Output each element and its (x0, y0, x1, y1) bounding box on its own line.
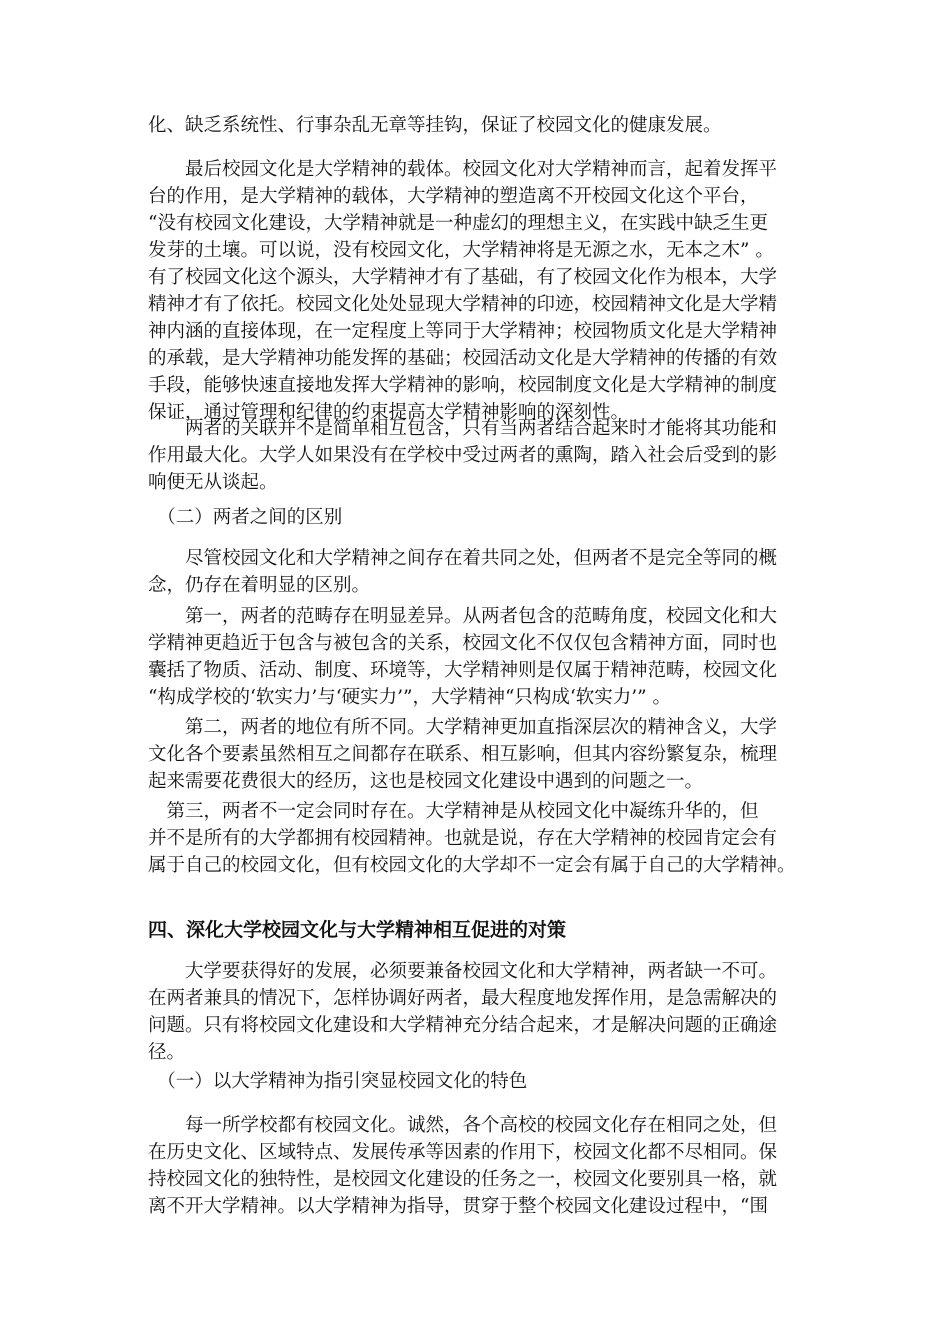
text-line: 起来需要花费很大的经历，这也是校园文化建设中遇到的问题之一。 (148, 771, 704, 792)
paragraph-first-difference (148, 603, 824, 711)
text-line: “没有校园文化建设，大学精神就是一种虚幻的理想主义，在实践中缺乏生更 (148, 213, 768, 234)
paragraph-carrier (148, 156, 824, 426)
section-heading: 四、深化大学校园文化与大学精神相互促进的对策 (148, 919, 567, 941)
text-line: 手段，能够快速直接地发挥大学精神的影响，校园制度文化是大学精神的制度 (148, 375, 778, 396)
text-line: 持校园文化的独特性，是校园文化建设的任务之一，校园文化要别具一格，就 (148, 1169, 778, 1190)
text-line: 两者的关联并不是简单相互包含，只有当两者结合起来时才能将其功能和 (148, 418, 778, 439)
text-line: 作用最大化。大学人如果没有在学校中受过两者的熏陶，踏入社会后受到的影 (148, 445, 778, 466)
text-line: “构成学校的‘软实力’与‘硬实力’”，大学精神“只构成‘软实力’” 。 (148, 687, 671, 708)
text-line: 径。 (148, 1042, 186, 1063)
text-line: 第二，两者的地位有所不同。大学精神更加直指深层次的精神含义，大学 (148, 717, 778, 738)
subheading-differences (148, 504, 824, 531)
text-line: 学精神更趋近于包含与被包含的关系，校园文化不仅仅包含精神方面，同时也 (148, 633, 778, 654)
paragraph-differences-intro (148, 545, 824, 599)
text-line: 的承载，是大学精神功能发挥的基础；校园活动文化是大学精神的传播的有效 (148, 348, 778, 369)
text-line: 台的作用，是大学精神的载体，大学精神的塑造离不开校园文化这个平台， (148, 186, 759, 207)
text-line: 在两者兼具的情况下，怎样协调好两者，最大程度地发挥作用，是急需解决的 (148, 988, 778, 1009)
text-line: 并不是所有的大学都拥有校园精神。也就是说，存在大学精神的校园肯定会有 (148, 828, 778, 849)
paragraph-third-difference (148, 798, 828, 879)
text-line: 念，仍存在着明显的区别。 (148, 575, 371, 596)
text-line: 神内涵的直接体现，在一定程度上等同于大学精神；校园物质文化是大学精神 (148, 321, 778, 342)
paragraph-relation (148, 415, 824, 496)
text-line: 发芽的土壤。可以说，没有校园文化，大学精神将是无源之水，无本之木” 。 (148, 240, 774, 261)
paragraph-continuation (148, 112, 824, 139)
text-line: （一）以大学精神为指引突显校园文化的特色 (148, 1071, 528, 1092)
text-line: 尽管校园文化和大学精神之间存在着共同之处，但两者不是完全等同的概 (148, 548, 778, 569)
text-line: 在历史文化、区域特点、发展传承等因素的作用下，校园文化都不尽相同。保 (148, 1142, 778, 1163)
text-line: 化、缺乏系统性、行事杂乱无章等挂钩，保证了校园文化的健康发展。 (148, 115, 722, 136)
text-line: 文化各个要素虽然相互之间都存在联系、相互影响，但其内容纷繁复杂，梳理 (148, 744, 778, 765)
text-line: 响便无从谈起。 (148, 472, 278, 493)
text-line: 囊括了物质、活动、制度、环境等，大学精神则是仅属于精神范畴，校园文化 (148, 660, 778, 681)
text-line: 问题。只有将校园文化建设和大学精神充分结合起来，才是解决问题的正确途 (148, 1015, 778, 1036)
text-line: 有了校园文化这个源头，大学精神才有了基础，有了校园文化作为根本，大学 (148, 267, 778, 288)
paragraph-uniqueness (148, 1112, 824, 1220)
text-line: 每一所学校都有校园文化。诚然，各个高校的校园文化存在相同之处，但 (148, 1115, 778, 1136)
text-line: 精神才有了依托。校园文化处处显现大学精神的印迹，校园精神文化是大学精 (148, 294, 778, 315)
text-line: 属于自己的校园文化，但有校园文化的大学却不一定会有属于自己的大学精神。 (148, 855, 796, 876)
text-line: 离不开大学精神。以大学精神为指导，贯穿于整个校园文化建设过程中，“围 (148, 1196, 768, 1217)
text-line: 第一，两者的范畴存在明显差异。从两者包含的范畴角度，校园文化和大 (148, 606, 778, 627)
text-line: 大学要获得好的发展，必须要兼备校园文化和大学精神，两者缺一不可。 (148, 961, 778, 982)
text-line: （二）两者之间的区别 (148, 507, 343, 528)
text-line: 保证，通过管理和纪律的约束提高大学精神影响的深刻性。 (148, 402, 630, 423)
text-line: 最后校园文化是大学精神的载体。校园文化对大学精神而言，起着发挥平 (148, 159, 778, 180)
text-line: 第三，两者不一定会同时存在。大学精神是从校园文化中凝练升华的，但 (148, 801, 759, 822)
paragraph-section-intro (148, 958, 824, 1066)
subheading-guidance (148, 1068, 824, 1095)
paragraph-second-difference (148, 714, 824, 795)
